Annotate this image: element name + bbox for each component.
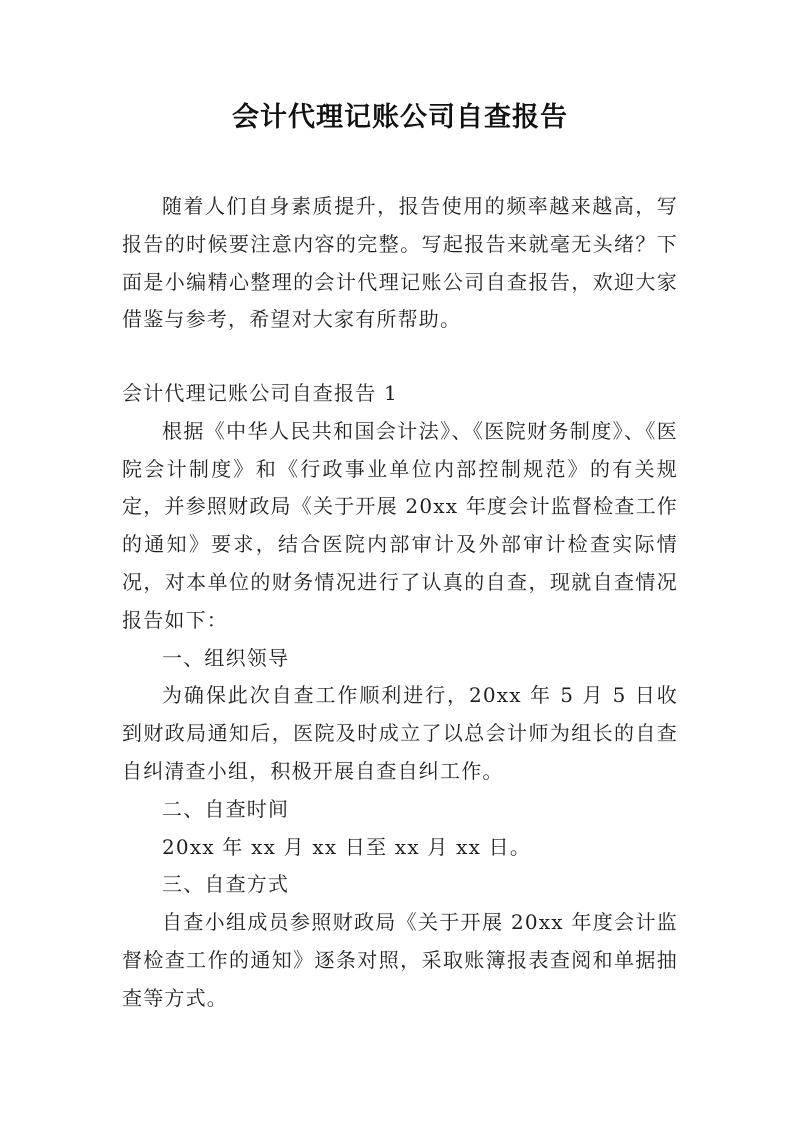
heading-time: 二、自查时间	[162, 796, 290, 821]
paragraph-method: 自查小组成员参照财政局《关于开展 20xx 年度会计监督检查工作的通知》逐条对照，采取账簿报表查阅和单据抽查等方式。	[122, 910, 678, 1010]
intro-paragraph	[122, 188, 678, 339]
heading-method: 三、自查方式	[162, 872, 290, 897]
paragraph-organization: 为确保此次自查工作顺利进行，20xx 年 5 月 5 日收到财政局通知后，医院及时成立了以总会计师为组长的自查自纠清查小组，积极开展自查自纠工作。	[122, 683, 678, 783]
paragraph-basis: 根据《中华人民共和国会计法》、《医院财务制度》、《医院会计制度》和《行政事业单位内部控制规范》的有关规定，并参照财政局《关于开展 20xx 年度会计监督检查工作的通知》要求，结合医院内部审计及外部审计检查实际情况，对本单位的财务情况进行了认真的自查，现就自查情况报告如下：	[122, 418, 678, 632]
intro-text: 随着人们自身素质提升，报告使用的频率越来越高，写报告的时候要注意内容的完整。写起报告来就毫无头绪？下面是小编精心整理的会计代理记账公司自查报告，欢迎大家借鉴与参考，希望对大家有所帮助。	[122, 194, 678, 332]
heading-organization: 一、组织领导	[162, 645, 290, 670]
section-title: 会计代理记账公司自查报告 1	[122, 381, 398, 405]
document-title: 会计代理记账公司自查报告	[232, 102, 568, 133]
report-section	[122, 375, 678, 1018]
paragraph-time: 20xx 年 xx 月 xx 日至 xx 月 xx 日。	[162, 834, 532, 859]
